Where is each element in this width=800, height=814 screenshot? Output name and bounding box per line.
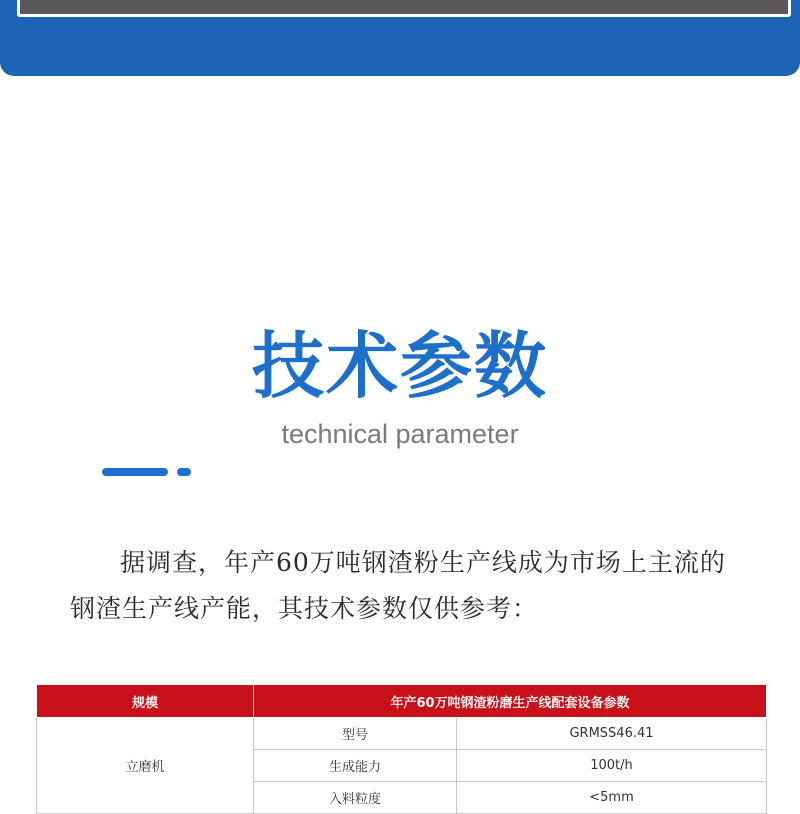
param-name-cell: 生成能力 <box>254 750 457 782</box>
param-name-cell: 型号 <box>254 718 457 750</box>
param-name-cell: 入料粒度 <box>254 782 457 814</box>
parameter-table <box>36 684 767 814</box>
equipment-group-cell: 立磨机 <box>37 718 254 814</box>
param-value-cell: 100t/h <box>457 750 767 782</box>
intro-paragraph: 据调查，年产60万吨钢渣粉生产线成为市场上主流的钢渣生产线产能，其技术参数仅供参考： <box>70 548 726 623</box>
param-value-cell: <5mm <box>457 782 767 814</box>
title-underline-long <box>102 468 168 476</box>
top-banner <box>0 0 800 76</box>
banner-inner-panel <box>17 0 791 17</box>
table-header-row <box>37 685 767 718</box>
section-title: 技术参数 <box>251 324 548 408</box>
table-row <box>37 718 767 750</box>
section-subtitle: technical parameter <box>281 419 519 449</box>
header-scale: 规模 <box>37 685 254 718</box>
title-underline-dot <box>177 468 191 476</box>
header-equipment-params: 年产60万吨钢渣粉磨生产线配套设备参数 <box>254 685 767 718</box>
param-value-cell: GRMSS46.41 <box>457 718 767 750</box>
